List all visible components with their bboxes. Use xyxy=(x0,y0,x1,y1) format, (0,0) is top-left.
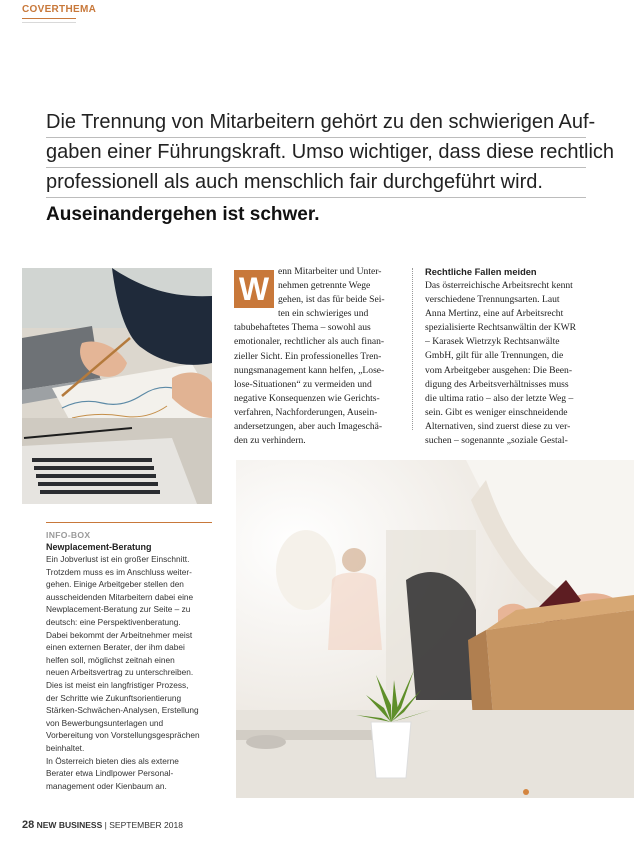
info-box-text xyxy=(46,553,214,792)
text-line: den zu verhindern. xyxy=(234,435,306,447)
info-line: management oder Kienbaum an. xyxy=(46,780,167,791)
info-line: Newplacement-Beratung zur Seite – zu xyxy=(46,604,191,615)
office-packing-illustration xyxy=(236,460,634,798)
info-line: Dies ist meist ein langfristiger Prozess, xyxy=(46,679,189,690)
info-line: deutsch: eine Perspektivenberatung. xyxy=(46,616,181,627)
text-line: verfahren, Nachforderungen, Ausein- xyxy=(234,406,378,418)
info-line: der Schritte wie Zukunftsorientierung xyxy=(46,692,182,703)
info-line: beinhaltet. xyxy=(46,742,85,753)
text-line: Anna Mertinz, eine auf Arbeitsrecht xyxy=(425,308,564,320)
text-line: GmbH, gilt für alle Trennungen, die xyxy=(425,350,564,362)
section-rule xyxy=(22,18,76,19)
info-line: Ein Jobverlust ist ein großer Einschnitt. xyxy=(46,554,190,564)
intro-block xyxy=(46,108,615,226)
info-line: Dabei bekommt der Arbeitnehmer meist xyxy=(46,629,193,640)
info-box-label: INFO-BOX xyxy=(46,530,91,540)
info-line: von Bewerbungsunterlagen und xyxy=(46,717,164,728)
text-line: negative Konsequenzen wie Gerichts- xyxy=(234,392,380,404)
text-line: zieller Sicht. Ein professionelles Tren- xyxy=(234,350,382,362)
text-line: enn Mitarbeiter und Unter- xyxy=(278,266,382,277)
info-line: In Österreich bieten dies als externe xyxy=(46,755,179,766)
text-line: suchen – sogenannte „soziale Gestal- xyxy=(425,435,568,447)
info-line: Berater etwa Lindlpower Personal- xyxy=(46,768,174,779)
section-rule-light xyxy=(22,22,76,23)
info-box-rule xyxy=(46,522,212,523)
article-column-2 xyxy=(425,265,593,448)
page-number: 28 xyxy=(22,819,35,831)
text-line: tabubehaftetes Thema – sowohl aus xyxy=(234,322,371,334)
text-line: vom Arbeitgeber ausgehen: Die Been- xyxy=(425,364,573,376)
info-box-title: Newplacement-Beratung xyxy=(46,542,152,552)
footer-separator: | xyxy=(104,820,107,830)
text-line: gehen, ist das für beide Sei- xyxy=(278,294,385,306)
text-line: emotionaler, rechtlicher als auch finan- xyxy=(234,336,385,348)
text-line: ten ein schwieriges und xyxy=(278,308,369,320)
info-line: Vorbereitung von Vorstellungsgesprächen xyxy=(46,730,200,741)
intro-line: professionell als auch menschlich fair durchgeführt wird. xyxy=(46,168,586,198)
section-tag: COVERTHEMA xyxy=(22,4,97,15)
page-footer xyxy=(22,819,183,831)
text-line: verschiedene Trennungsarten. Laut xyxy=(425,294,560,306)
issue-date: SEPTEMBER 2018 xyxy=(109,820,183,830)
info-line: helfen soll, möglichst zeitnah einen xyxy=(46,654,175,665)
text-line: die ultima ratio – also der letzte Weg – xyxy=(425,392,574,404)
dropcap: W xyxy=(234,270,274,308)
text-line: spezialisierte Rechtsanwältin der KWR xyxy=(425,322,577,334)
article-column-1 xyxy=(234,265,402,448)
intro-line: Die Trennung von Mitarbeitern gehört zu den schwierigen Auf- xyxy=(46,108,586,138)
info-line: Trotzdem muss es im Anschluss weiter- xyxy=(46,566,192,577)
text-line: digung des Arbeitsverhältnisses muss xyxy=(425,378,569,390)
info-line: gehen. Einige Arbeitgeber stellen den xyxy=(46,579,184,590)
info-box xyxy=(46,522,214,792)
text-line: – Karasek Wietrzyk Rechtsanwälte xyxy=(425,336,560,348)
column-divider xyxy=(412,268,413,430)
intro-line: gaben einer Führungskraft. Umso wichtiger, dass diese rechtlich xyxy=(46,138,586,168)
text-line: Das österreichische Arbeitsrecht kennt xyxy=(425,280,573,291)
text-line: nehmen getrennte Wege xyxy=(278,280,371,292)
text-line: Alternativen, sind zuerst diese zu ver- xyxy=(425,420,571,432)
info-line: Stärken-Schwächen-Analysen, Erstellung xyxy=(46,705,199,716)
subheading: Rechtliche Fallen meiden xyxy=(425,267,537,277)
text-line: nungsmanagement kann helfen, „Lose- xyxy=(234,364,385,376)
office-box-photo xyxy=(236,460,634,798)
info-line: einen externen Berater, der ihm dabei xyxy=(46,642,185,653)
headline: Auseinandergehen ist schwer. xyxy=(46,204,320,225)
text-line: andersetzungen, aber auch Imageschä- xyxy=(234,421,383,433)
info-line: neuen Arbeitsvertrag zu unterschreiben. xyxy=(46,667,194,678)
text-line: lose-Situationen“ zu vermeiden und xyxy=(234,378,372,390)
laptop-documents-photo xyxy=(22,268,212,504)
magazine-name: NEW BUSINESS xyxy=(36,820,103,830)
text-line: sein. Gibt es weniger einschneidende xyxy=(425,406,568,418)
laptop-documents-illustration xyxy=(22,268,212,504)
info-line: ausscheidenden Mitarbeitern dabei eine xyxy=(46,591,194,602)
